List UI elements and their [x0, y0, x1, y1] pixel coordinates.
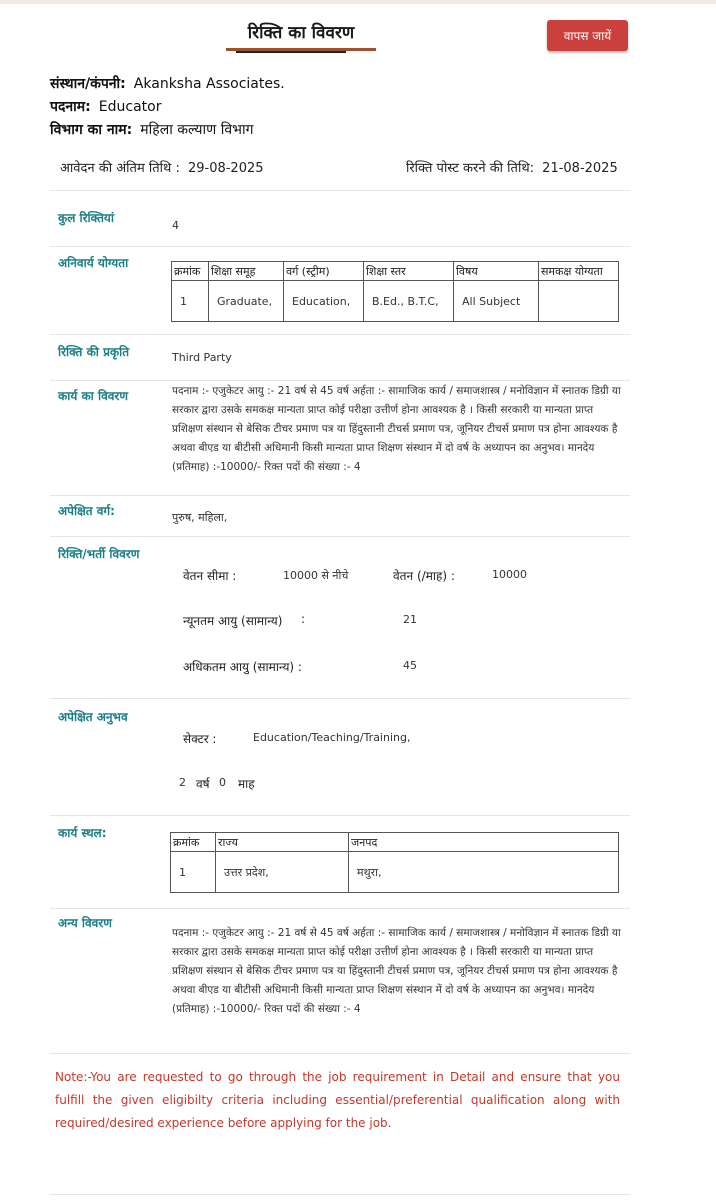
institution-label: संस्थान/कंपनी:	[50, 76, 126, 92]
last-date-row	[60, 158, 264, 176]
table-header-row	[172, 262, 619, 281]
divider	[50, 698, 630, 699]
months-label: माह	[238, 777, 255, 791]
nature-label: रिक्ति की प्रकृति	[58, 345, 130, 359]
column-header: समकक्ष योग्यता	[539, 262, 619, 281]
divider	[50, 380, 630, 381]
table-row	[172, 281, 619, 322]
table-header-row	[171, 833, 619, 852]
table-cell: 1	[171, 852, 216, 893]
job-description-label: कार्य का विवरण	[58, 389, 128, 403]
min-age-value: 21	[403, 613, 417, 626]
institution-value: Akanksha Associates.	[133, 76, 285, 92]
qualification-label: अनिवार्य योग्यता	[58, 256, 129, 270]
divider	[50, 190, 630, 191]
location-table	[170, 832, 619, 893]
recruitment-label: रिक्ति/भर्ती विवरण	[58, 547, 140, 561]
sector-value: Education/Teaching/Training,	[253, 731, 411, 744]
column-header: वर्ग (स्ट्रीम)	[284, 262, 364, 281]
months-value: 0	[219, 776, 226, 789]
sector-label: सेक्टर :	[183, 732, 217, 746]
column-header: विषय	[454, 262, 539, 281]
divider	[50, 1053, 630, 1054]
post-date-label: रिक्ति पोस्ट करने की तिथि:	[406, 161, 535, 176]
total-vacancies-value: 4	[172, 219, 179, 232]
other-details-text: पदनाम :- एजुकेटर आयु :- 21 वर्ष से 45 वर्ष अर्हता :- सामाजिक कार्य / समाजशास्त्र / मनोविज्ञान में स्नातक डिग्री या सरकार द्वारा उसके समकक्ष मान्यता प्राप्त कोई परीक्षा उत्तीर्ण होना आवश्यक है । किसी सरकारी या मान्यता प्राप्त प्रशिक्षण संस्थान से बेसिक टीचर प्रमाण पत्र या हिंदुस्तानी टीचर्स प्रमाण पत्र, जूनियर टीचर्स प्रमाण पत्र होना आवश्यक है अथवा बीएड या बीटीसी अधिमानी किसी मान्यता प्राप्त शिक्षण संस्थान में दो वर्ष के अध्यापन का अनुभव। मानदेय (प्रतिमाह) :-10000/- रिक्त पदों की संख्या :- 4	[172, 927, 621, 1015]
min-age-label: न्यूनतम आयु (सामान्य)	[183, 614, 283, 628]
qualification-table	[171, 261, 619, 322]
years-label: वर्ष	[196, 777, 210, 791]
years-value: 2	[179, 776, 186, 789]
table-cell: B.Ed., B.T.C,	[364, 281, 454, 322]
divider	[50, 536, 630, 537]
divider	[50, 908, 630, 909]
salary-value: 10000	[492, 568, 527, 581]
back-button[interactable]: वापस जायें	[547, 20, 628, 51]
column-header: शिक्षा स्तर	[364, 262, 454, 281]
table-cell	[539, 281, 619, 322]
salary-range-label: वेतन सीमा :	[183, 569, 237, 583]
top-border	[0, 0, 716, 4]
title-underline-accent	[236, 51, 346, 53]
divider	[50, 495, 630, 496]
column-header: राज्य	[216, 833, 349, 852]
eligibility-note: Note:-You are requested to go through the job requirement in Detail and ensure that you fulfill the given eligibilty criteria including essential/preferential qualification along with required/desired experience before applying for the job.	[55, 1070, 620, 1130]
post-value: Educator	[98, 99, 162, 115]
salary-label: वेतन (/माह) :	[393, 569, 455, 583]
expected-category-value: पुरुष, महिला,	[172, 511, 228, 524]
divider	[50, 334, 630, 335]
column-header: क्रमांक	[172, 262, 209, 281]
location-label: कार्य स्थल:	[58, 826, 107, 840]
institution-row	[50, 74, 285, 93]
department-row	[50, 120, 254, 139]
page-title: रिक्ति का विवरण	[247, 23, 355, 43]
max-age-label: अधिकतम आयु (सामान्य) :	[183, 660, 302, 674]
table-row	[171, 852, 619, 893]
post-label: पदनाम:	[50, 99, 91, 115]
department-label: विभाग का नाम:	[50, 122, 133, 138]
table-cell: मथुरा,	[349, 852, 619, 893]
table-cell: Education,	[284, 281, 364, 322]
salary-range-value: 10000 से नीचे	[283, 569, 349, 582]
post-date-value: 21-08-2025	[542, 161, 618, 176]
post-row	[50, 97, 161, 116]
other-details-label: अन्य विवरण	[58, 916, 112, 930]
table-cell: All Subject	[454, 281, 539, 322]
table-cell: 1	[172, 281, 209, 322]
table-cell: उत्तर प्रदेश,	[216, 852, 349, 893]
last-date-value: 29-08-2025	[187, 161, 264, 176]
total-vacancies-label: कुल रिक्तियां	[58, 211, 114, 225]
divider	[50, 815, 630, 816]
nature-value: Third Party	[172, 351, 232, 364]
post-date-row	[406, 158, 618, 176]
max-age-value: 45	[403, 659, 417, 672]
min-age-colon: :	[301, 612, 306, 626]
column-header: क्रमांक	[171, 833, 216, 852]
expected-category-label: अपेक्षित वर्ग:	[58, 504, 115, 518]
table-cell: Graduate,	[209, 281, 284, 322]
experience-label: अपेक्षित अनुभव	[58, 710, 128, 724]
department-value: महिला कल्याण विभाग	[140, 122, 254, 138]
divider	[50, 1194, 630, 1195]
column-header: शिक्षा समूह	[209, 262, 284, 281]
job-description-text: पदनाम :- एजुकेटर आयु :- 21 वर्ष से 45 वर्ष अर्हता :- सामाजिक कार्य / समाजशास्त्र / मनोविज्ञान में स्नातक डिग्री या सरकार द्वारा उसके समकक्ष मान्यता प्राप्त कोई परीक्षा उत्तीर्ण होना आवश्यक है । किसी सरकारी या मान्यता प्राप्त प्रशिक्षण संस्थान से बेसिक टीचर प्रमाण पत्र या हिंदुस्तानी टीचर्स प्रमाण पत्र, जूनियर टीचर्स प्रमाण पत्र होना आवश्यक है अथवा बीएड या बीटीसी अधिमानी किसी मान्यता प्राप्त शिक्षण संस्थान में दो वर्ष के अध्यापन का अनुभव। मानदेय (प्रतिमाह) :-10000/- रिक्त पदों की संख्या :- 4	[172, 385, 621, 473]
last-date-label: आवेदन की अंतिम तिथि :	[60, 161, 180, 176]
column-header: जनपद	[349, 833, 619, 852]
divider	[50, 246, 630, 247]
